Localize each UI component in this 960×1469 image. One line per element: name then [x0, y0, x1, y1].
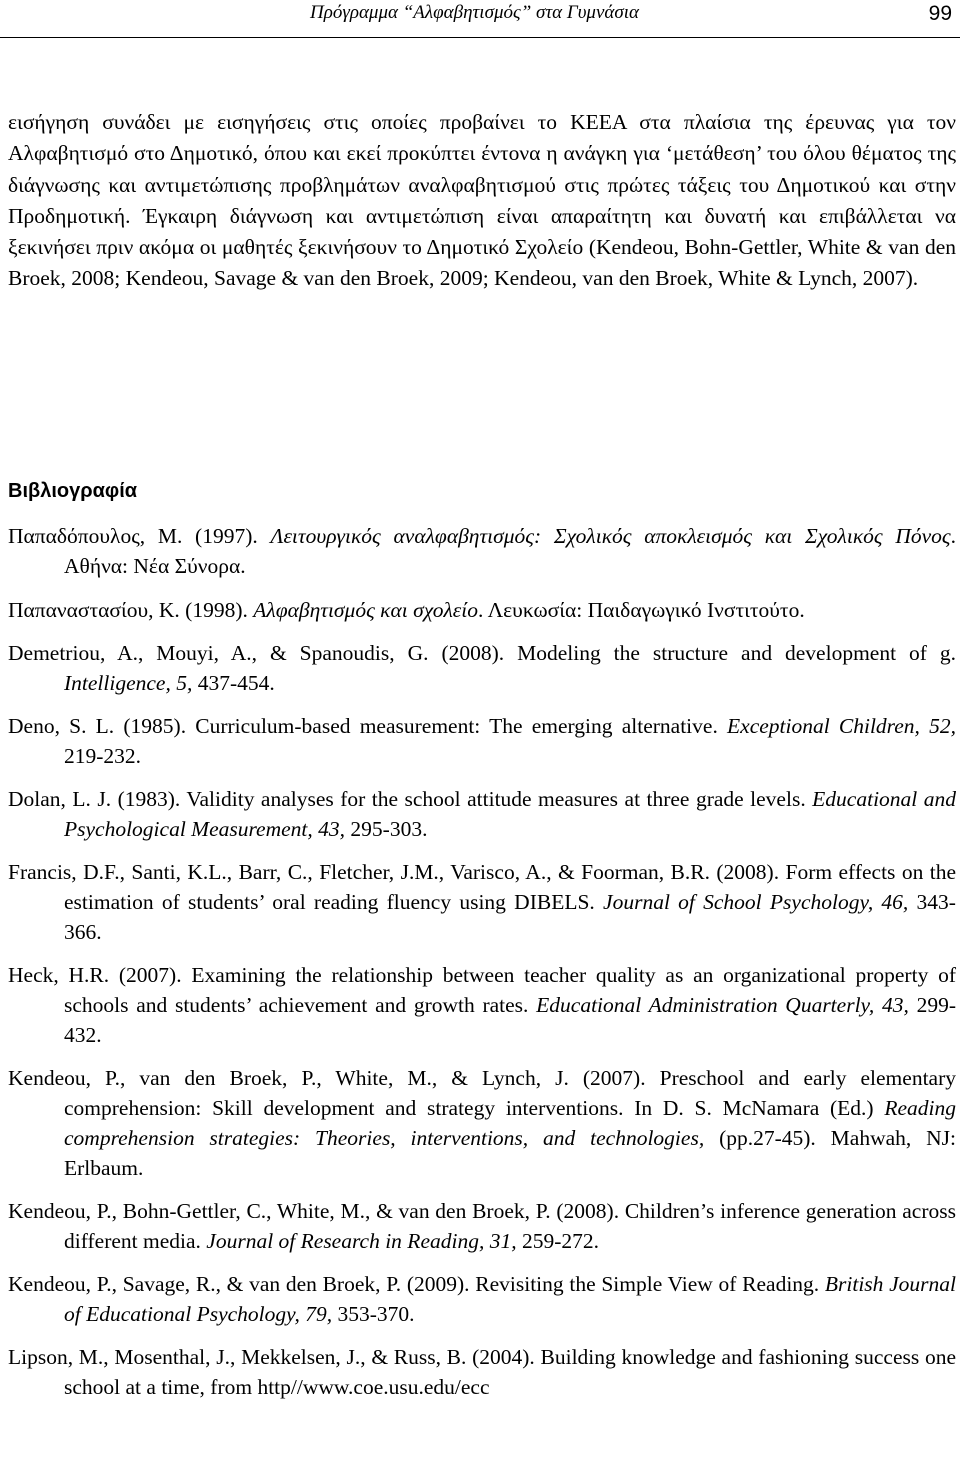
reference-item: Παπαδόπουλος, Μ. (1997). Λειτουργικός αναλφαβητισμός: Σχολικός αποκλεισμός και Σχολικός Πόνος. Αθήνα: Νέα Σύνορα. [8, 524, 957, 578]
reference-item: Kendeou, P., Bohn-Gettler, C., White, M., & van den Broek, P. (2008). Children’s inference generation across different media. Journal of Research in Reading, 31, 259-272. [8, 1199, 956, 1253]
page-header [0, 0, 960, 40]
reference-item: Heck, H.R. (2007). Examining the relationship between teacher quality as an organizational property of schools and students’ achievement and growth rates. Educational Administration Quarterly, 43, 299-432. [8, 963, 956, 1047]
reference-item: Παπαναστασίου, Κ. (1998). Αλφαβητισμός και σχολείο. Λευκωσία: Παιδαγωγικό Ινστιτούτο. [8, 598, 805, 622]
running-title: Πρόγραμμα “Αλφαβητισμός” στα Γυμνάσια [310, 2, 639, 23]
reference-item: Dolan, L. J. (1983). Validity analyses for the school attitude measures at three grade levels. Educational and Psychological Measurement, 43, 295-303. [8, 787, 956, 841]
body-paragraph: εισήγηση συνάδει με εισηγήσεις στις οποίες προβαίνει το ΚΕΕΑ στα πλαίσια της έρευνας για τον Αλφαβητισμό στο Δημοτικό, όπου και εκεί προκύπτει έντονα η ανάγκη για ‘μετάθεση’ του όλου θέματος της διάγνωσης και αντιμετώπισης προβλημάτων αναλφαβητισμού στις πρώτες τάξεις του Δημοτικού και στην Προδημοτική. Έγκαιρη διάγνωση και αντιμετώπιση είναι απαραίτητη και δυνατή και επιβάλλεται να ξεκινήσει πριν ακόμα οι μαθητές ξεκινήσουν το Δημοτικό Σχολείο (Kendeou, Bohn-Gettler, White & van den Broek, 2008; Kendeou, Savage & van den Broek, 2009; Kendeou, van den Broek, White & Lynch, 2007). [8, 110, 956, 291]
reference-item: Francis, D.F., Santi, K.L., Barr, C., Fletcher, J.M., Varisco, A., & Foorman, B.R. (2008). Form effects on the estimation of students’ oral reading fluency using DIBELS. Journal of School Psychology, 46, 343-366. [8, 860, 956, 944]
reference-item: Lipson, M., Mosenthal, J., Mekkelsen, J., & Russ, B. (2004). Building knowledge and fashioning success one school at a time, from http//www.coe.usu.edu/ecc [8, 1345, 956, 1399]
header-rule [0, 37, 960, 38]
reference-item: Kendeou, P., Savage, R., & van den Broek, P. (2009). Revisiting the Simple View of Reading. British Journal of Educational Psychology, 79, 353-370. [8, 1272, 956, 1326]
reference-list [8, 521, 956, 1402]
reference-item: Kendeou, P., van den Broek, P., White, M., & Lynch, J. (2007). Preschool and early elementary comprehension: Skill development and strategy interventions. In D. S. McNamara (Ed.) Reading comprehension strategies: Theories, interventions, and technologies, (pp.27-45). Mahwah, NJ: Erlbaum. [8, 1066, 956, 1180]
reference-item: Demetriou, A., Mouyi, A., & Spanoudis, G. (2008). Modeling the structure and development of g. Intelligence, 5, 437-454. [8, 641, 956, 695]
reference-item: Deno, S. L. (1985). Curriculum-based measurement: The emerging alternative. Exceptional Children, 52, 219-232. [8, 714, 956, 768]
bibliography-heading: Βιβλιογραφία [8, 480, 138, 502]
page-number: 99 [928, 2, 952, 25]
